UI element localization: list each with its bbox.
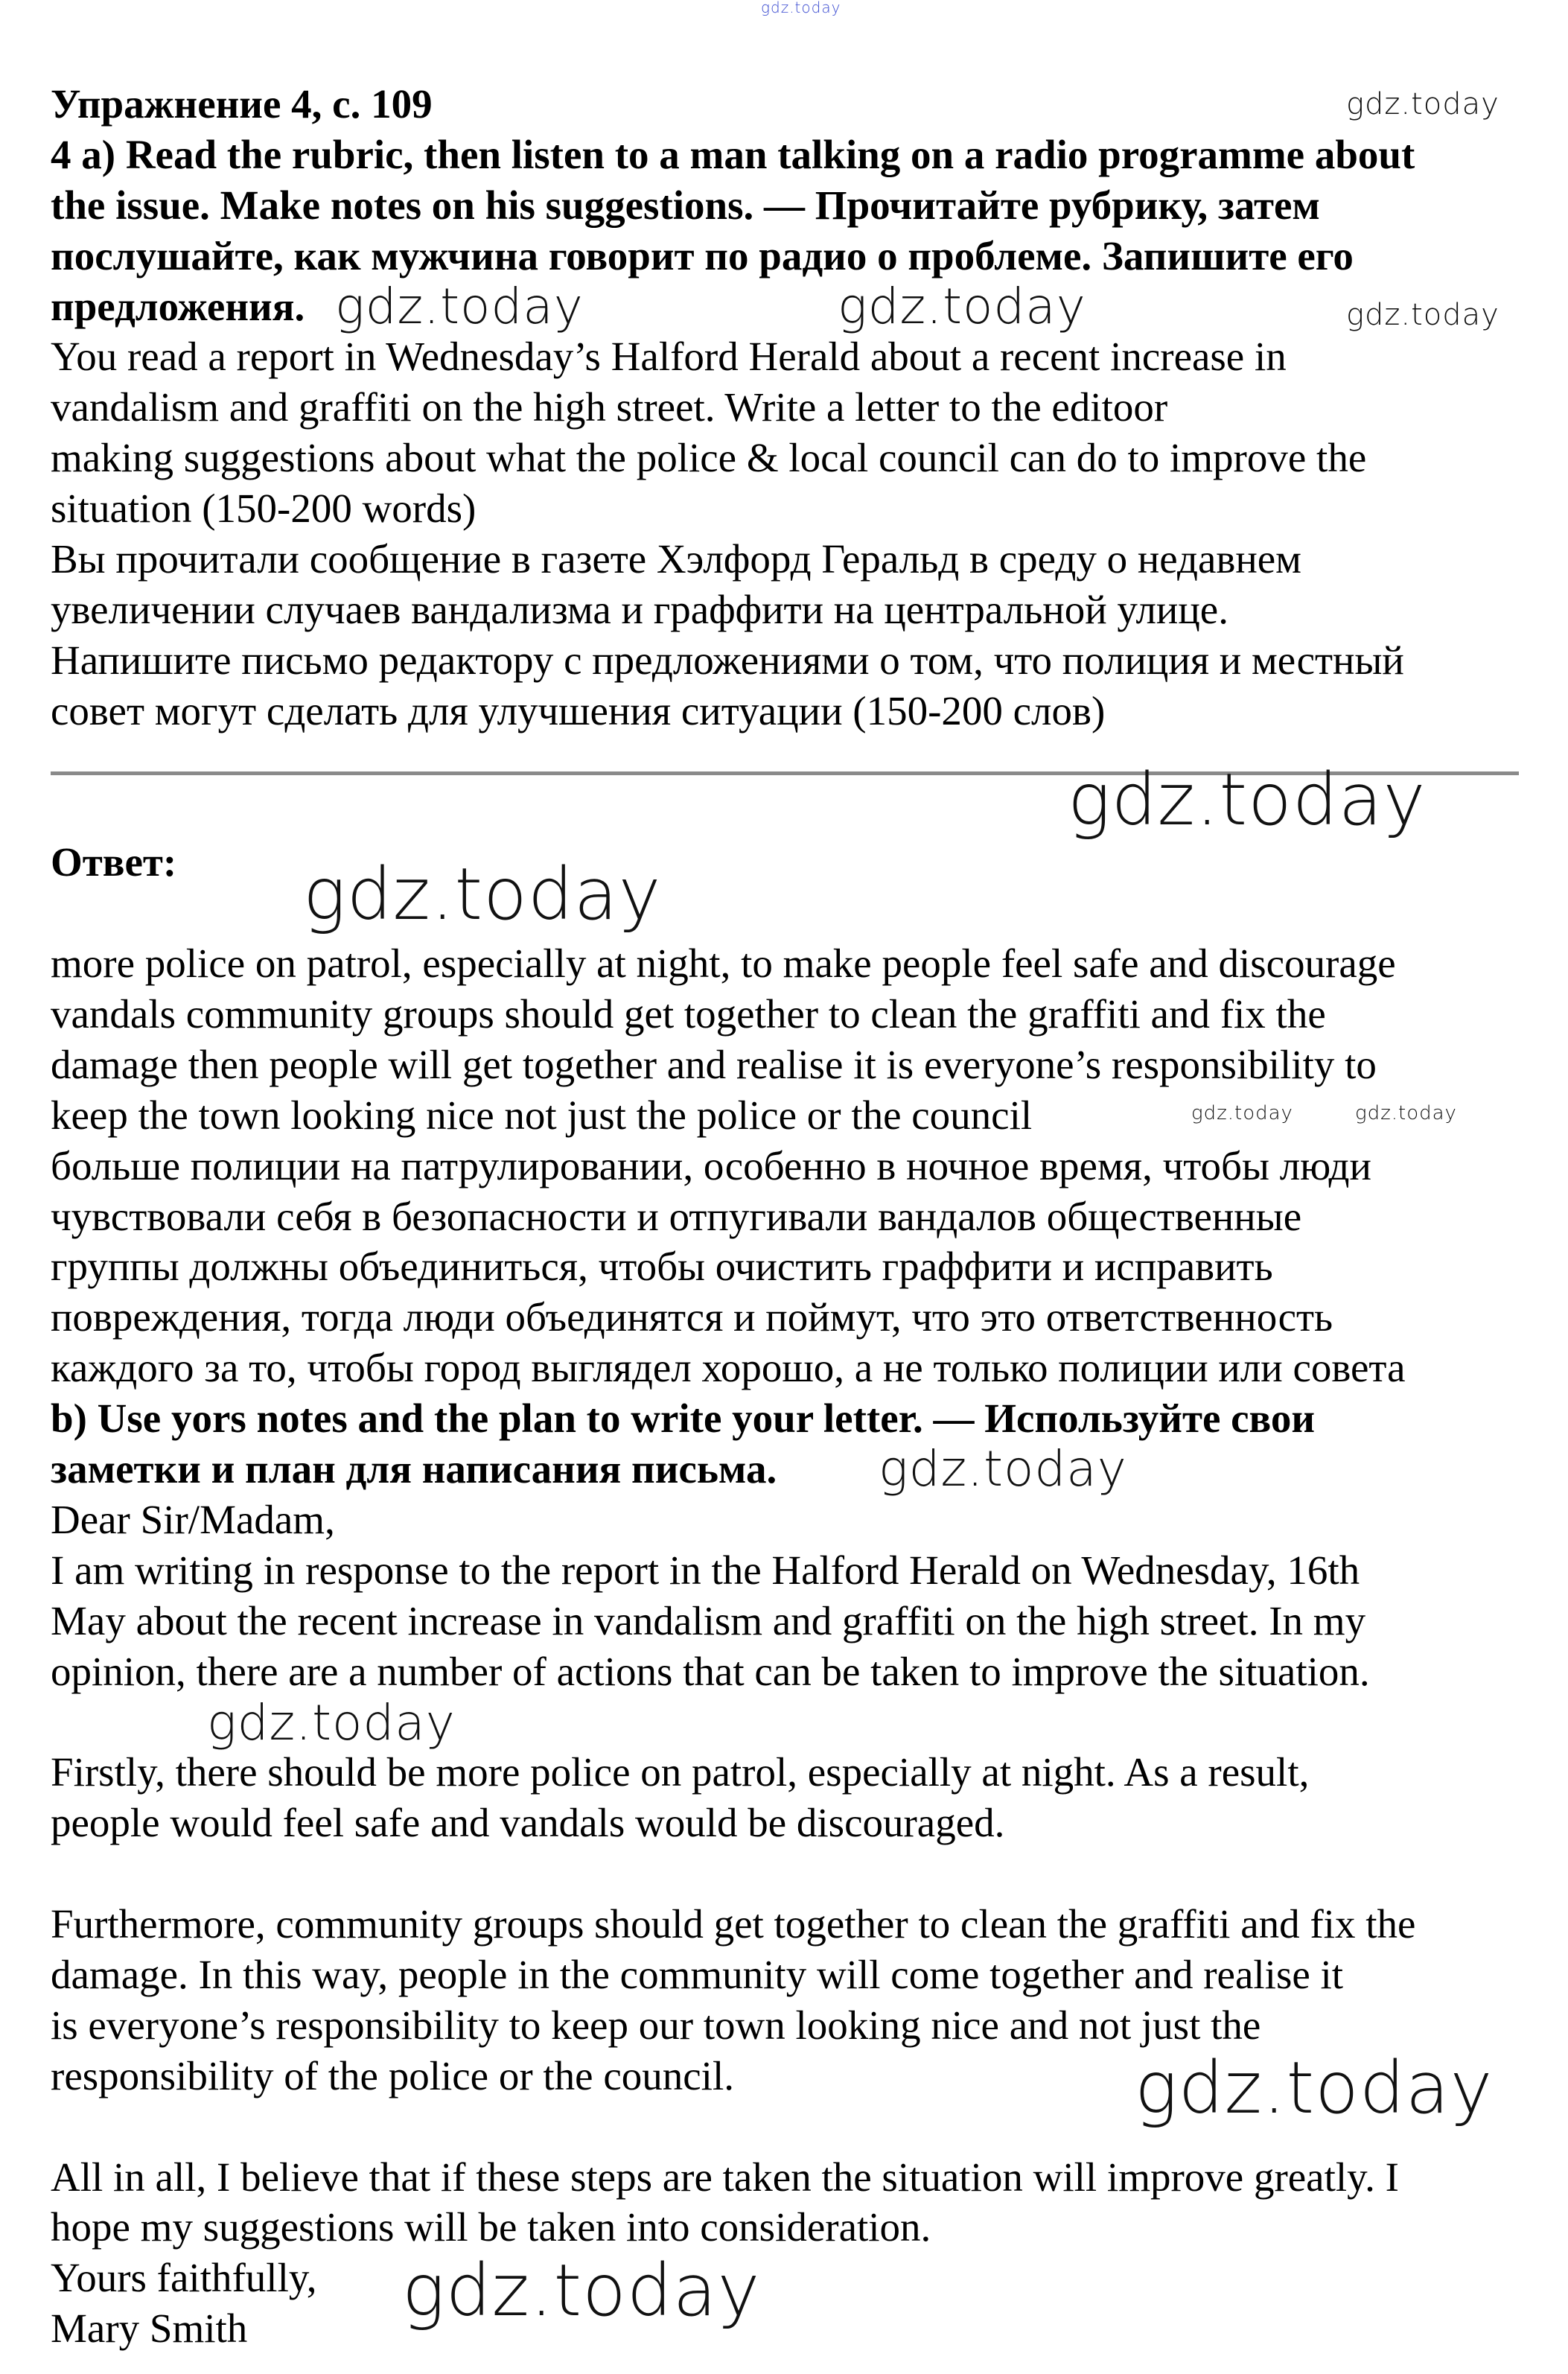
text-line: I am writing in response to the report in the Halford Herald on Wednesday, 16th — [51, 1547, 1360, 1593]
watermark-logo: gdz.today — [207, 1694, 456, 1751]
text-line: послушайте, как мужчина говорит по радио о проблеме. Запишите его — [51, 232, 1354, 279]
text-line: opinion, there are a number of actions that can be taken to improve the situation. — [51, 1648, 1370, 1694]
text-line: damage. In this way, people in the community will come together and realise it — [51, 1951, 1344, 1997]
text-line: Firstly, there should be more police on patrol, especially at night. As a result, — [51, 1749, 1310, 1795]
text-line: is everyone’s responsibility to keep our town looking nice and not just the — [51, 2002, 1261, 2048]
text-line: keep the town looking nice not just the police or the council — [51, 1092, 1033, 1138]
text-line: Dear Sir/Madam, — [51, 1496, 335, 1542]
text-line: more police on patrol, especially at night, to make people feel safe and discourage — [51, 941, 1396, 987]
text-line: situation (150-200 words) — [51, 486, 477, 532]
text-line: Вы прочитали сообщение в газете Хэлфорд Геральд в среду о недавнем — [51, 536, 1301, 582]
watermark-logo: gdz.today — [1068, 758, 1427, 841]
text-line: больше полиции на патрулировании, особенно в ночное время, чтобы люди — [51, 1142, 1371, 1188]
text-line: vandalism and graffiti on the high street. Write a letter to the editoor — [51, 384, 1168, 430]
text-line: предложения. — [51, 283, 305, 329]
text-line: people would feel safe and vandals would be discouraged. — [51, 1800, 1005, 1846]
watermark-logo: gdz.today — [402, 2249, 761, 2332]
text-line: hope my suggestions will be taken into consideration. — [51, 2204, 931, 2250]
text-line: responsibility of the police or the council. — [51, 2052, 734, 2098]
text-line: You read a report in Wednesday’s Halford Herald about a recent increase in — [51, 334, 1287, 380]
watermark-logo: gdz.today — [303, 853, 662, 936]
text-line: 4 a) Read the rubric, then listen to a man talking on a radio programme about — [51, 131, 1415, 177]
text-line: vandals community groups should get together to clean the graffiti and fix the — [51, 991, 1326, 1037]
watermark-logo: gdz.today — [1355, 1102, 1457, 1124]
watermark-logo: gdz.today — [1346, 298, 1500, 332]
watermark-logo: gdz.today — [838, 278, 1086, 335]
watermark-logo: gdz.today — [879, 1440, 1127, 1498]
text-line: каждого за то, чтобы город выглядел хорошо, а не только полиции или совета — [51, 1345, 1406, 1391]
text-line: Напишите письмо редактору с предложениями о том, что полиция и местный — [51, 637, 1404, 683]
watermark-logo: gdz.today — [1346, 87, 1500, 121]
watermark-logo: gdz.today — [335, 278, 584, 335]
watermark-logo: gdz.today — [761, 0, 841, 16]
text-line: повреждения, тогда люди объединятся и поймут, что это ответственность — [51, 1294, 1333, 1340]
text-line: making suggestions about what the police & local council can do to improve the — [51, 435, 1367, 481]
text-line: damage then people will get together and realise it is everyone’s responsibility to — [51, 1041, 1377, 1087]
text-line: May about the recent increase in vandalism and graffiti on the high street. In my — [51, 1597, 1366, 1643]
watermark-logo: gdz.today — [1191, 1102, 1293, 1124]
text-line: Упражнение 4, с. 109 — [51, 81, 433, 127]
text-line: заметки и план для написания письма. — [51, 1446, 777, 1492]
text-line: совет могут сделать для улучшения ситуации (150-200 слов) — [51, 687, 1106, 733]
document-body — [51, 79, 1532, 2354]
text-line: Furthermore, community groups should get together to clean the graffiti and fix the — [51, 1901, 1416, 1947]
watermark-logo: gdz.today — [1135, 2046, 1494, 2130]
text-line: Mary Smith — [51, 2305, 248, 2352]
text-line: All in all, I believe that if these steps are taken the situation will improve greatly. I — [51, 2154, 1399, 2200]
text-line: Yours faithfully, — [51, 2255, 317, 2301]
text-line: увеличении случаев вандализма и граффити на центральной улице. — [51, 586, 1228, 632]
text-line: группы должны объединиться, чтобы очистить граффити и исправить — [51, 1244, 1273, 1290]
text-line: чувствовали себя в безопасности и отпугивали вандалов общественные — [51, 1193, 1302, 1239]
text-line: b) Use yors notes and the plan to write your letter. — Используйте свои — [51, 1396, 1316, 1442]
text-line: Ответ: — [51, 839, 177, 885]
text-line: the issue. Make notes on his suggestions. — Прочитайте рубрику, затем — [51, 182, 1320, 228]
